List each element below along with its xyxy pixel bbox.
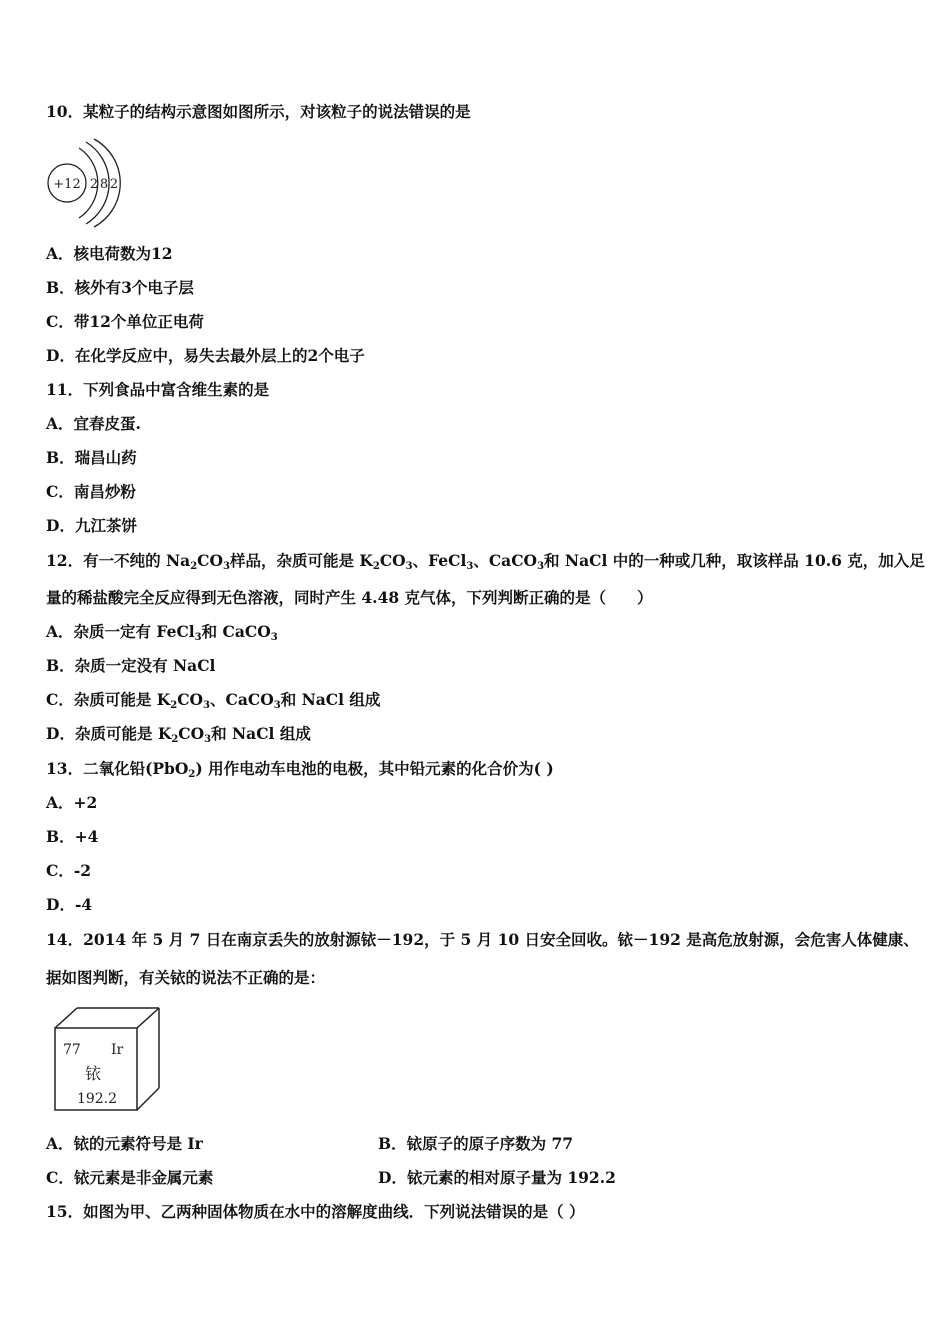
q14-option-c: C．铱元素是非金属元素 <box>46 1168 214 1187</box>
q15-stem: 15．如图为甲、乙两种固体物质在水中的溶解度曲线．下列说法错误的是（ ） <box>46 1202 585 1221</box>
q13-option-a: A．+2 <box>46 793 98 812</box>
q14-option-a: A．铱的元素符号是 Ir <box>46 1134 203 1153</box>
shell-electrons-2: 8 <box>99 177 109 192</box>
q12-option-d: D．杂质可能是 $K_2CO_3$和 NaCl 组成 <box>46 724 311 745</box>
q10-option-d: D．在化学反应中，易失去最外层上的2个电子 <box>46 346 365 365</box>
q12-option-c: C．杂质可能是 $K_2CO_3$、CaCO$_3$和 NaCl 组成 <box>46 690 381 711</box>
q10-option-a: A．核电荷数为12 <box>46 244 173 263</box>
cell-edge-top-left <box>55 1008 77 1028</box>
q11-option-b: B．瑞昌山药 <box>46 448 137 467</box>
shell-electrons-3: 2 <box>109 177 119 192</box>
q14-stem-line2: 据如图判断，有关铱的说法不正确的是： <box>46 968 326 987</box>
q14-option-d: D．铱元素的相对原子量为 192.2 <box>378 1168 616 1187</box>
q13-option-d: D．-4 <box>46 895 93 914</box>
atom-structure-diagram <box>44 138 126 230</box>
q12-stem-line2: 量的稀盐酸完全反应得到无色溶液，同时产生 4.48 克气体，下列判断正确的是（ ） <box>46 588 653 607</box>
nucleus-charge: +12 <box>53 177 81 192</box>
q13-option-b: B．+4 <box>46 827 99 846</box>
q10-option-b: B．核外有3个电子层 <box>46 278 194 297</box>
q14-stem-line1: 14．2014 年 5 月 7 日在南京丢失的放射源铱－192，于 5 月 10 日安全回收。铱－192 是高危放射源，会危害人体健康、 <box>46 930 919 949</box>
q11-stem: 11．下列食品中富含维生素的是 <box>46 380 270 399</box>
q11-option-c: C．南昌炒粉 <box>46 482 136 501</box>
q10-stem: 10．某粒子的结构示意图如图所示，对该粒子的说法错误的是 <box>46 102 471 121</box>
cell-edge-bottom-right <box>137 1088 159 1110</box>
q11-option-d: D．九江茶饼 <box>46 516 137 535</box>
q12-option-a: A．杂质一定有 FeCl$_3$和 CaCO$_3$ <box>46 622 278 643</box>
element-name: 铱 <box>84 1064 102 1083</box>
atomic-mass: 192.2 <box>76 1091 118 1107</box>
q11-option-a: A．宜春皮蛋. <box>46 414 141 433</box>
q13-stem: 13．二氧化铅(PbO$_2$) 用作电动车电池的电极，其中铅元素的化合价为( ) <box>46 759 554 780</box>
shell-electrons-1: 2 <box>89 177 99 192</box>
q13-option-c: C．-2 <box>46 861 92 880</box>
atomic-number: 77 <box>63 1042 81 1058</box>
q12-option-b: B．杂质一定没有 NaCl <box>46 656 216 675</box>
q10-option-c: C．带12个单位正电荷 <box>46 312 204 331</box>
element-symbol: Ir <box>111 1042 124 1058</box>
periodic-element-cell <box>53 1006 163 1112</box>
q14-option-b: B．铱原子的原子序数为 77 <box>378 1134 574 1153</box>
cell-edge-top-right <box>137 1008 159 1028</box>
q12-stem-line1: 12．有一不纯的 $Na_2CO_3$样品，杂质可能是 $K_2CO_3$、FeCl$_3$、CaCO$_3$和 NaCl 中的一种或几种，取该样品 10.6 克，加入足 <box>46 551 925 572</box>
